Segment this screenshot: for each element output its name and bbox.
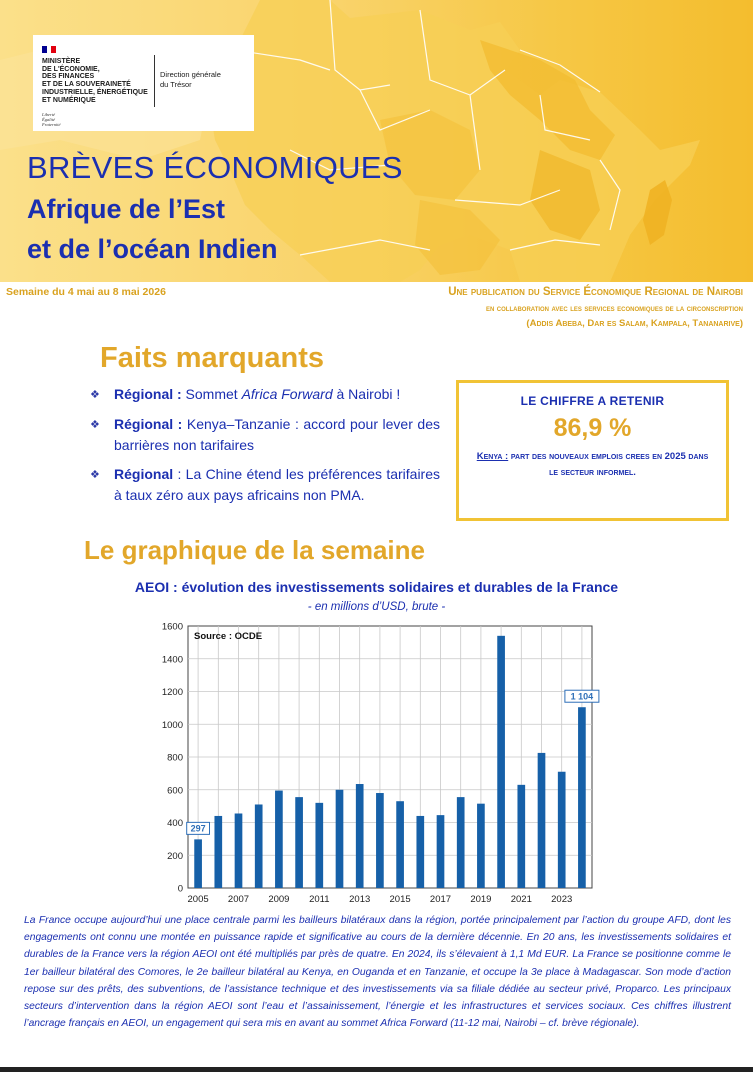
bar xyxy=(214,816,222,888)
bar xyxy=(194,839,202,888)
diamond-bullet-icon: ❖ xyxy=(90,469,100,481)
chart-commentary: La France occupe aujourd’hui une place centrale parmi les bailleurs bilatéraux dans la région, portée principalement par l’action du groupe AFD, dont les engagements ont connu une montée en puissance rapide et significative au cours de la dernière décennie. En 20 ans, les investissements solidaires et durables de la France vers la région AEOI ont été multipliés par près de quatre. En 2024, ils s’élevaient à 1,1 Md EUR. La France se positionne comme le 1er bailleur bilatéral des Comores, le 2e bailleur bilatéral au Kenya, en Ouganda et en Tanzanie, et occupe la 3e place à Madagascar. Son mode d’action repose sur des prêts, des subventions, de l’assistance technique et des investissements via sa filiale dédiée au secteur privé, Proparco. Les principaux secteurs d’intervention dans la région AEOI sont l’eau et l’assainissement, l’énergie et les infrastructures et services sociaux. Ces chiffres illustrent l’ancrage français en AEOI, un engagement qui sera mis en avant au sommet Africa Forward (11-12 mai, Nairobi – cf. brève régionale). xyxy=(24,915,731,1030)
key-figure-box xyxy=(456,380,729,521)
bar xyxy=(416,816,424,888)
publication-credit xyxy=(448,284,743,331)
bar xyxy=(497,636,505,888)
header-banner xyxy=(0,0,753,282)
ministry-logo xyxy=(33,35,254,131)
x-tick-label: 2013 xyxy=(349,894,371,905)
republic-motto: Liberté Égalité Fraternité xyxy=(42,112,61,127)
region-title-line1: Afrique de l’Est xyxy=(27,194,226,224)
bar xyxy=(275,791,283,888)
y-tick-label: 1000 xyxy=(161,719,183,731)
bar xyxy=(295,797,303,888)
x-tick-label: 2007 xyxy=(227,894,250,905)
x-tick-label: 2011 xyxy=(309,894,330,905)
bar xyxy=(578,707,586,888)
list-item: ❖ Régional : La Chine étend les préférences tarifaires à taux zéro aux pays africains non PMA. xyxy=(90,466,440,503)
publication-line1: Une publication du Service Économique Regional de Nairobi xyxy=(448,286,743,298)
list-item: ❖ Régional : Kenya–Tanzanie : accord pour lever des barrières non tarifaires xyxy=(90,416,440,453)
data-label: 297 xyxy=(190,823,206,834)
bar xyxy=(558,772,566,888)
x-tick-label: 2019 xyxy=(470,894,492,905)
diamond-bullet-icon: ❖ xyxy=(90,419,100,431)
flag-red xyxy=(51,46,56,53)
bar xyxy=(336,790,344,888)
chart-source-label: Source : OCDE xyxy=(194,631,263,642)
y-tick-label: 1200 xyxy=(161,687,183,698)
x-tick-label: 2017 xyxy=(429,894,452,905)
x-tick-label: 2021 xyxy=(510,894,532,905)
y-tick-label: 800 xyxy=(167,752,183,764)
y-tick-label: 0 xyxy=(177,883,183,895)
faits-marquants-list xyxy=(90,384,440,514)
diamond-bullet-icon: ❖ xyxy=(90,389,100,401)
item-tag: Régional : xyxy=(114,416,183,432)
bar-chart-svg xyxy=(150,618,610,908)
y-tick-label: 600 xyxy=(167,785,183,797)
y-tick-label: 1400 xyxy=(161,654,183,666)
bar xyxy=(538,753,546,888)
page-bottom-border xyxy=(0,1067,753,1072)
bar xyxy=(376,793,384,888)
x-tick-label: 2009 xyxy=(268,894,290,905)
region-title-line2: et de l’océan Indien xyxy=(27,234,278,264)
bar xyxy=(437,815,445,888)
ministry-name: MINISTÈRE DE L'ÉCONOMIE, DES FINANCES ET DE LA SOUVERAINETÉ INDUSTRIELLE, ÉNERGÉTIQUE ET NUMÉRIQUE xyxy=(42,58,148,104)
french-flag-icon xyxy=(42,46,56,53)
x-tick-label: 2015 xyxy=(389,894,411,905)
chart-subtitle: - en millions d’USD, brute - xyxy=(307,601,446,613)
item-tag: Régional : xyxy=(114,386,182,402)
bar xyxy=(517,785,525,888)
publication-line3: (Addis Abeba, Dar es Salam, Kampala, Tananarive) xyxy=(526,318,743,329)
logo-divider xyxy=(154,55,155,107)
publication-line2: en collaboration avec les services economiques de la circonscription xyxy=(485,303,743,313)
list-item: ❖ Régional : Sommet Africa Forward à Nairobi ! xyxy=(90,384,440,406)
bar xyxy=(315,803,323,888)
key-figure-description: Kenya : part des nouveaux emplois crees en 2025 dans le secteur informel. xyxy=(476,451,709,478)
week-range: Semaine du 4 mai au 8 mai 2026 xyxy=(6,286,166,298)
y-tick-label: 200 xyxy=(167,850,183,862)
key-figure-title: LE CHIFFRE A RETENIR xyxy=(520,394,665,408)
key-figure-country: Kenya : xyxy=(476,451,509,462)
chart-title: AEOI : évolution des investissements solidaires et durables de la France xyxy=(134,579,619,595)
bar xyxy=(457,797,465,888)
bar xyxy=(235,813,243,888)
key-figure-value: 86,9 % xyxy=(553,414,632,442)
publication-title: BRÈVES ÉCONOMIQUES xyxy=(27,150,403,185)
x-tick-label: 2023 xyxy=(551,894,573,905)
bar-chart xyxy=(150,618,610,908)
bar xyxy=(255,804,263,888)
y-tick-label: 400 xyxy=(167,818,183,829)
bar xyxy=(356,784,364,888)
y-tick-label: 1600 xyxy=(161,621,183,633)
data-label: 1 104 xyxy=(570,691,594,702)
direction-generale-label: Direction générale du Trésor xyxy=(160,70,221,89)
graph-section-title: Le graphique de la semaine xyxy=(84,535,425,565)
bar xyxy=(396,801,404,888)
x-tick-label: 2005 xyxy=(187,894,209,905)
bar xyxy=(477,804,485,888)
faits-marquants-title: Faits marquants xyxy=(100,342,324,374)
item-tag: Régional xyxy=(114,466,174,482)
